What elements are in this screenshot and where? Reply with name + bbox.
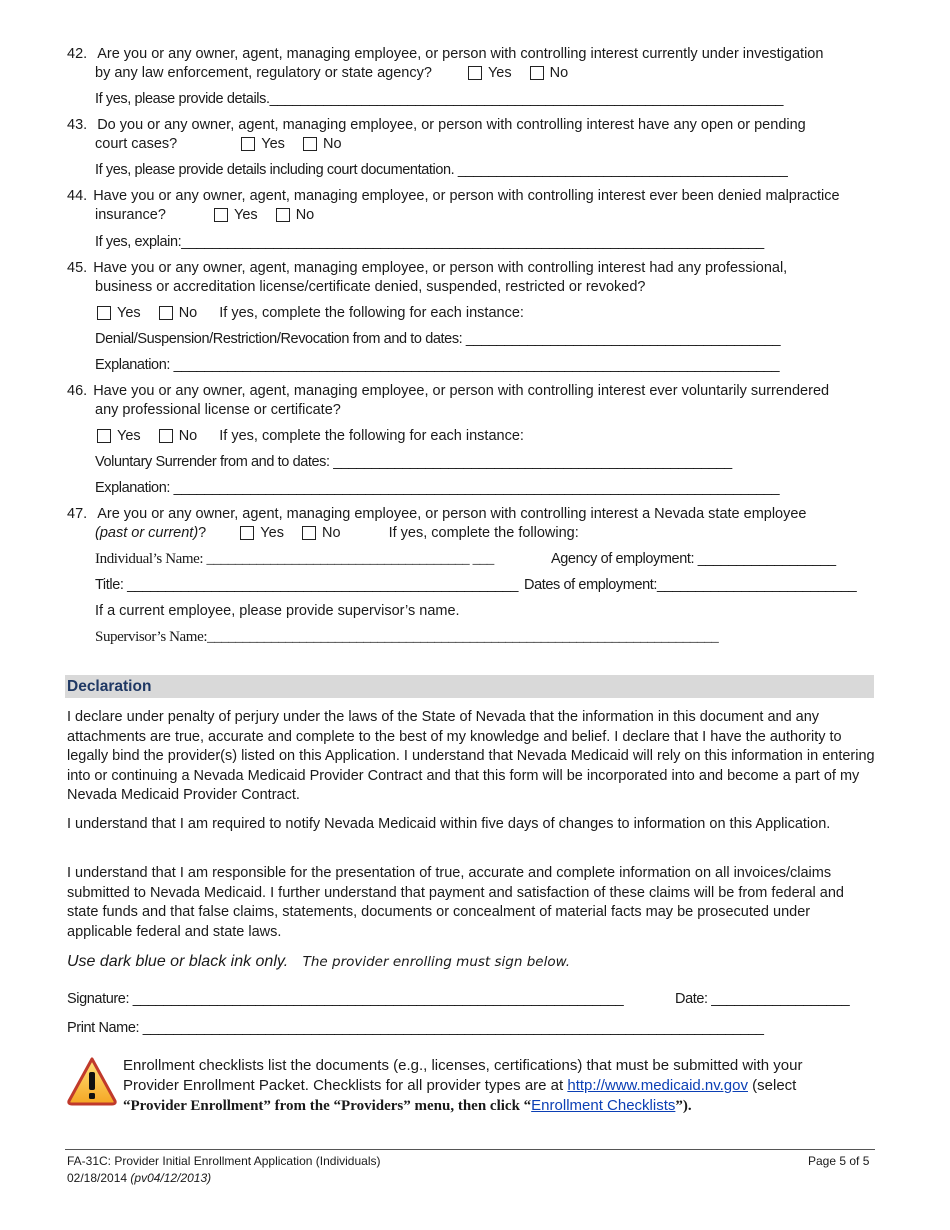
question-45-options	[97, 304, 524, 322]
question-46-options	[97, 427, 524, 445]
question-45	[67, 259, 787, 277]
enrollment-checklists-link[interactable]: Enrollment Checklists	[531, 1097, 676, 1114]
q45-no-checkbox[interactable]	[159, 306, 173, 320]
question-43-options	[95, 135, 356, 153]
question-43	[67, 116, 806, 134]
q42-details-field[interactable]: If yes, please provide details.___________________________________________________________________	[95, 91, 784, 107]
q43-no-checkbox[interactable]	[303, 137, 317, 151]
yes-label: Yes	[117, 305, 141, 321]
date-field[interactable]: Date: __________________	[675, 991, 850, 1007]
question-text: Are you or any owner, agent, managing employee, or person with controlling interest a Nevada state employee	[97, 506, 807, 522]
print-name-field[interactable]: Print Name: _________________________________________________________________________________	[67, 1020, 764, 1036]
notice-line-3	[123, 1097, 692, 1115]
q47-agency-field[interactable]: Agency of employment: __________________	[551, 551, 836, 567]
question-text: Have you or any owner, agent, managing employee, or person with controlling interest ever been denied malpractice	[93, 188, 840, 204]
q43-details-field[interactable]: If yes, please provide details including court documentation. ___________________________________________	[95, 162, 788, 178]
question-text-cont: any professional license or certificate?	[95, 402, 341, 418]
no-label: No	[549, 65, 569, 81]
declaration-paragraph-3: I understand that I am responsible for the presentation of true, accurate and complete information on all invoices/claims submitted to Nevada Medicaid. I further understand that payment and satisfaction of these claims will be from federal and state funds and that false claims, statements, documents or concealment of material facts may be prosecuted under applicable federal and state laws.	[67, 865, 844, 940]
q42-no-checkbox[interactable]	[530, 66, 544, 80]
question-number: 42.	[67, 46, 88, 62]
q42-yes-checkbox[interactable]	[468, 66, 482, 80]
q44-yes-checkbox[interactable]	[214, 208, 228, 222]
supervisor-note: If a current employee, please provide supervisor’s name.	[95, 603, 460, 619]
question-text: Have you or any owner, agent, managing employee, or person with controlling interest had any professional,	[93, 260, 788, 276]
yes-label: Yes	[261, 136, 285, 152]
question-42-options	[95, 64, 582, 82]
q43-yes-checkbox[interactable]	[241, 137, 255, 151]
q47-dates-employment-field[interactable]: Dates of employment:__________________________	[524, 577, 857, 593]
instruction-text: If yes, complete the following for each instance:	[219, 305, 524, 321]
question-46	[67, 382, 829, 400]
question-text-cont: court cases?	[95, 136, 178, 152]
question-44	[67, 187, 840, 205]
notice-bold-text: ”).	[675, 1098, 692, 1114]
no-label: No	[321, 525, 341, 541]
ink-instructions	[67, 952, 570, 972]
question-47	[67, 505, 807, 523]
footer-form-title: FA-31C: Provider Initial Enrollment Application (Individuals)	[67, 1154, 381, 1168]
notice-text: (select	[752, 1077, 797, 1094]
no-label: No	[322, 136, 342, 152]
question-number: 47.	[67, 506, 88, 522]
q47-title-field[interactable]: Title: ___________________________________________________	[95, 577, 518, 593]
yes-label: Yes	[117, 428, 141, 444]
q44-no-checkbox[interactable]	[276, 208, 290, 222]
q45-explanation-field[interactable]: Explanation: _______________________________________________________________________________	[95, 357, 780, 373]
declaration-heading: Declaration	[67, 678, 152, 695]
question-text-cont: insurance?	[95, 207, 166, 223]
question-44-options	[95, 206, 328, 224]
footer-divider	[65, 1149, 875, 1150]
no-label: No	[295, 207, 315, 223]
declaration-paragraph-2: I understand that I am required to notify Nevada Medicaid within five days of changes to information on this Application.	[67, 816, 831, 832]
notice-line-2	[123, 1077, 796, 1095]
q47-no-checkbox[interactable]	[302, 526, 316, 540]
yes-label: Yes	[260, 525, 284, 541]
declaration-header-bar	[65, 675, 874, 698]
q47-supervisor-field[interactable]: Supervisor’s Name:________________________________________________________________________	[95, 629, 719, 645]
question-number: 44.	[67, 188, 88, 204]
notice-text: Provider Enrollment Packet. Checklists for all provider types are at	[123, 1077, 564, 1094]
footer-page-number: Page 5 of 5	[808, 1154, 870, 1168]
q46-dates-field[interactable]: Voluntary Surrender from and to dates: ____________________________________________________	[95, 454, 732, 470]
q45-dates-field[interactable]: Denial/Suspension/Restriction/Revocation from and to dates: _________________________________________	[95, 331, 781, 347]
question-text-cont: business or accreditation license/certificate denied, suspended, restricted or revoked?	[95, 279, 646, 295]
footer-revision	[67, 1170, 211, 1186]
footer-date: 02/18/2014	[67, 1171, 128, 1185]
question-47-options	[95, 524, 579, 542]
instruction-text: If yes, complete the following for each instance:	[219, 428, 524, 444]
question-number: 43.	[67, 117, 88, 133]
notice-bold-text: “Provider Enrollment” from the “Providers” menu, then click “	[123, 1098, 532, 1114]
notice-line-1: Enrollment checklists list the documents (e.g., licenses, certifications) that must be submitted with your	[123, 1057, 803, 1074]
question-42	[67, 45, 823, 63]
question-text: Are you or any owner, agent, managing employee, or person with controlling interest currently under investigation	[97, 46, 824, 62]
declaration-paragraph-1: I declare under penalty of perjury under the laws of the State of Nevada that the information in this document and any attachments are true, accurate and complete to the best of my knowledge and belief. I declare that I have the authority to legally bind the provider(s) listed on this Application. I understand that Nevada Medicaid will rely on this information in entering into or continuing a Nevada Medicaid Provider Contract and that this form will be incorporated into and become a part of my Nevada Medicaid Provider Contract.	[67, 709, 875, 803]
q47-individual-name-field[interactable]: Individual’s Name: _____________________________________ ___	[95, 551, 494, 567]
q47-yes-checkbox[interactable]	[240, 526, 254, 540]
q45-yes-checkbox[interactable]	[97, 306, 111, 320]
signature-field[interactable]: Signature: ________________________________________________________________	[67, 991, 624, 1007]
q44-explain-field[interactable]: If yes, explain:____________________________________________________________________________	[95, 234, 764, 250]
question-text: Have you or any owner, agent, managing employee, or person with controlling interest ever voluntarily surrendered	[93, 383, 830, 399]
q46-explanation-field[interactable]: Explanation: _______________________________________________________________________________	[95, 480, 780, 496]
question-mark: ?	[198, 525, 207, 541]
sign-note: The provider enrolling must sign below.	[302, 954, 571, 970]
q46-no-checkbox[interactable]	[159, 429, 173, 443]
question-text-italic: (past or current)	[95, 525, 199, 541]
question-number: 46.	[67, 383, 88, 399]
no-label: No	[178, 428, 198, 444]
yes-label: Yes	[487, 65, 512, 81]
instruction-text: If yes, complete the following:	[388, 525, 579, 541]
yes-label: Yes	[234, 207, 258, 223]
question-text: Do you or any owner, agent, managing employee, or person with controlling interest have any open or pending	[97, 117, 806, 133]
footer-version: (pv04/12/2013)	[130, 1171, 212, 1185]
medicaid-website-link[interactable]: http://www.medicaid.nv.gov	[567, 1077, 748, 1094]
q46-yes-checkbox[interactable]	[97, 429, 111, 443]
warning-icon	[66, 1056, 118, 1106]
ink-note: Use dark blue or black ink only.	[67, 953, 289, 970]
no-label: No	[178, 305, 198, 321]
question-text-cont: by any law enforcement, regulatory or state agency?	[95, 65, 432, 81]
question-number: 45.	[67, 260, 88, 276]
